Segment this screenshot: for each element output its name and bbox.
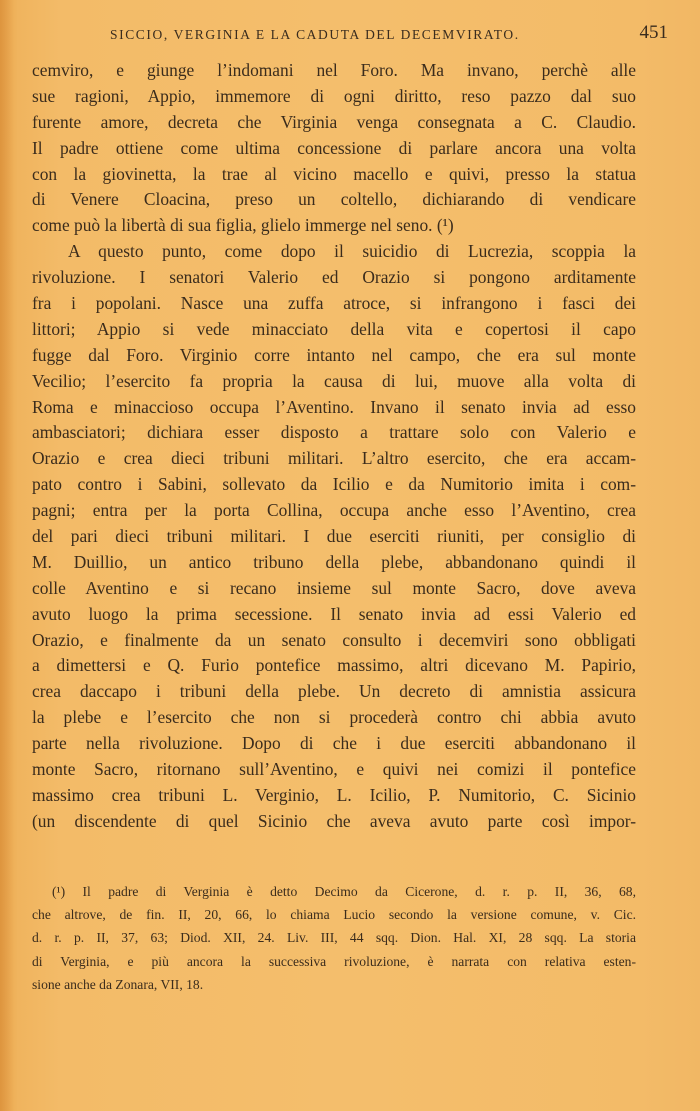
text-line: rivoluzione. I senatori Valerio ed Orazio si pongono arditamente <box>32 267 636 288</box>
text-line: monte Sacro, ritornano sull’Aventino, e quivi nei comizi il pontefice <box>32 759 636 780</box>
text-line: M. Duillio, un antico tribuno della plebe, abbandonano quindi il <box>32 551 636 572</box>
text-line: Roma e minaccioso occupa l’Aventino. Invano il senato invia ad esso <box>32 396 636 417</box>
text-line: pagni; entra per la porta Collina, occupa anche esso l’Aventino, crea <box>32 500 636 521</box>
text-line: sue ragioni, Appio, immemore di ogni diritto, reso pazzo dal suo <box>32 85 636 106</box>
running-head <box>32 22 672 48</box>
text-line: colle Aventino e si recano insieme sul monte Sacro, dove aveva <box>32 577 636 598</box>
text-line: Vecilio; l’esercito fa propria la causa di lui, muove alla volta di <box>32 370 636 391</box>
text-line: di Venere Cloacina, preso un coltello, dichiarando di vendicare <box>32 189 636 210</box>
text-line: parte nella rivoluzione. Dopo di che i due eserciti abbandonano il <box>32 733 636 754</box>
text-line: fugge dal Foro. Virginio corre intanto nel campo, che era sul monte <box>32 344 636 365</box>
footnote-line: che altrove, de fin. II, 20, 66, lo chiama Lucio secondo la versione comune, v. Cic. <box>32 907 636 923</box>
body-text <box>32 58 636 835</box>
text-line: a dimettersi e Q. Furio pontefice massimo, altri dicevano M. Papirio, <box>32 655 636 676</box>
text-line: furente amore, decreta che Virginia venga consegnata a C. Claudio. <box>32 111 636 132</box>
text-line: pato contro i Sabini, sollevato da Icilio e da Numitorio imita i com- <box>32 474 636 495</box>
footnotes <box>32 880 636 996</box>
text-line: avuto luogo la prima secessione. Il senato invia ad essi Valerio ed <box>32 603 636 624</box>
page-edge-shadow <box>0 0 14 1111</box>
footnote-line: di Verginia, e più ancora la successiva rivoluzione, è narrata con relativa esten- <box>32 953 636 969</box>
text-line: fra i popolani. Nasce una zuffa atroce, si infrangono i fasci dei <box>32 293 636 314</box>
page-number: 451 <box>639 22 668 43</box>
text-line: come può la libertà di sua figlia, glielo immerge nel seno. (¹) <box>32 215 454 236</box>
text-line: Il padre ottiene come ultima concessione di parlare ancora una volta <box>32 137 636 158</box>
text-line: del pari dieci tribuni militari. I due eserciti riuniti, per consiglio di <box>32 526 636 547</box>
text-line: crea daccapo i tribuni della plebe. Un decreto di amnistia assicura <box>32 681 636 702</box>
text-line: littori; Appio si vede minacciato della vita e copertosi il capo <box>32 318 636 339</box>
text-line: massimo crea tribuni L. Verginio, L. Icilio, P. Numitorio, C. Sicinio <box>32 784 636 805</box>
text-line: con la giovinetta, la trae al vicino macello e quivi, presso la statua <box>32 163 636 184</box>
footnote-line: d. r. p. II, 37, 63; Diod. XII, 24. Liv. III, 44 sqq. Dion. Hal. XI, 28 sqq. La storia <box>32 930 636 946</box>
text-line: Orazio e crea dieci tribuni militari. L’altro esercito, che era accam- <box>32 448 636 469</box>
text-line: Orazio, e finalmente da un senato consulto i decemviri sono obbligati <box>32 629 636 650</box>
text-line: A questo punto, come dopo il suicidio di Lucrezia, scoppia la <box>68 241 636 262</box>
text-line: ambasciatori; dichiara esser disposto a trattare solo con Valerio e <box>32 422 636 443</box>
running-title: SICCIO, VERGINIA E LA CADUTA DEL DECEMVIRATO. <box>110 27 520 42</box>
footnote-line: (¹) Il padre di Verginia è detto Decimo da Cicerone, d. r. p. II, 36, 68, <box>52 884 636 899</box>
text-line: la plebe e l’esercito che non si procederà contro chi abbia avuto <box>32 707 636 728</box>
footnote-line: sione anche da Zonara, VII, 18. <box>32 976 204 992</box>
text-line: cemviro, e giunge l’indomani nel Foro. Ma invano, perchè alle <box>32 60 636 80</box>
text-line: (un discendente di quel Sicinio che aveva avuto parte così impor- <box>32 810 636 831</box>
